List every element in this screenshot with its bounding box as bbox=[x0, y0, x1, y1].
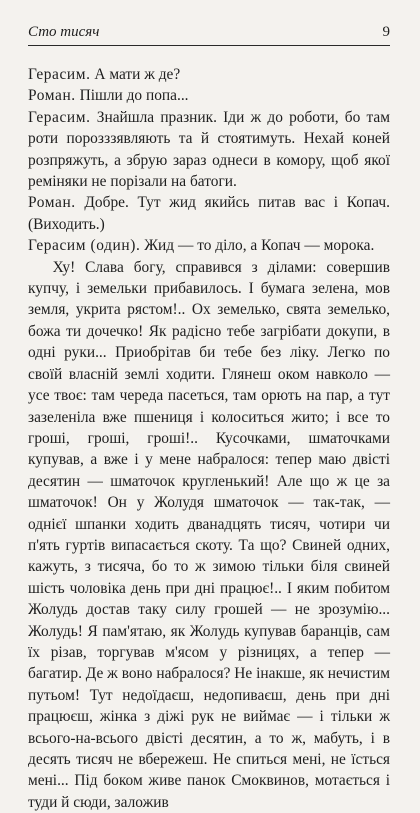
dialogue-line bbox=[28, 235, 390, 256]
page-body bbox=[28, 64, 390, 813]
page-number: 9 bbox=[382, 24, 390, 40]
dialogue-text: Жид — то діло, а Копач — морока. bbox=[144, 237, 375, 255]
dialogue-line bbox=[28, 107, 390, 193]
dialogue-line bbox=[28, 192, 390, 235]
dialogue-text: Знайшла празник. Іди ж до роботи, бо там bbox=[96, 108, 390, 126]
dialogue-text: Пішли до попа... bbox=[79, 87, 189, 105]
dialogue-text: роти порозззявляють та й стоятимуть. Нехай коней розпряжуть, а збрую зараз однеси в комору, щоб якої реміняки не порізали на батоги. bbox=[28, 130, 390, 191]
speaker-name: Герасим (один). bbox=[28, 237, 141, 255]
speaker-name: Роман. bbox=[28, 194, 76, 212]
speaker-name: Герасим. bbox=[28, 108, 91, 126]
monologue-paragraph: Ху! Слава богу, справився з ділами: совершив купчу, і земельки прибавилось. І бумага зелена, мов земля, укрита рястом!.. Ох земелько, свята земелько, божа ти дочечко! Як радісно тебе загрібати докупи, в одні руки... Приобрітав би тебе без ліку. Легко по своїй власній землі ходити. Глянеш оком навколо — усе твоє: там череда пасеться, там орють на пар, а тут зазеленіла вже пшениця і колоситься жито; і все то гроші, гроші, гроші!.. Кусочками, шматочками купував, а вже і у мене набралося: тепер маю двісті десятин — шматочок кругленький! Але що ж це за шматочок! Он у Жолудя шматочок — так-так, — однієї шпанки ходить дванадцять тисяч, чотири чи п'ять гуртів випасається скоту. Та що? Свиней одних, кажуть, з тисяча, бо то ж зимою тільки біля свиней шість чоловіка день при дні працює!.. І яким побитом Жолудь достав таку силу грошей — не зрозумію... Жолудь! Я пам'ятаю, як Жолудь купував баранців, сам їх різав, торгував м'ясом у різницях, а тепер — багатир. Де ж воно набралося? Не інакше, як нечистим путьом! Тут недоїдаєш, недопиваєш, день при дні працюєш, жінка з діжі рук не виймає — і тільки ж всього-на-всього двісті десятин, а то ж, мабуть, і в десять тисяч не вбережеш. Не спиться мені, не їсться мені... Під боком живе панок Смоквинов, мотається і туди й сюди, заложив bbox=[28, 258, 390, 811]
speaker-name: Герасим. bbox=[28, 66, 91, 83]
dialogue-line bbox=[28, 64, 390, 85]
dialogue-text: А мати ж де? bbox=[94, 66, 181, 83]
speaker-name: Роман. bbox=[28, 87, 76, 105]
dialogue-text: Добре. Тут жид якийсь питав вас і Копач. (Виходить.) bbox=[28, 194, 390, 233]
running-title: Сто тисяч bbox=[28, 24, 100, 40]
dialogue-line bbox=[28, 85, 390, 106]
running-header bbox=[28, 14, 390, 46]
